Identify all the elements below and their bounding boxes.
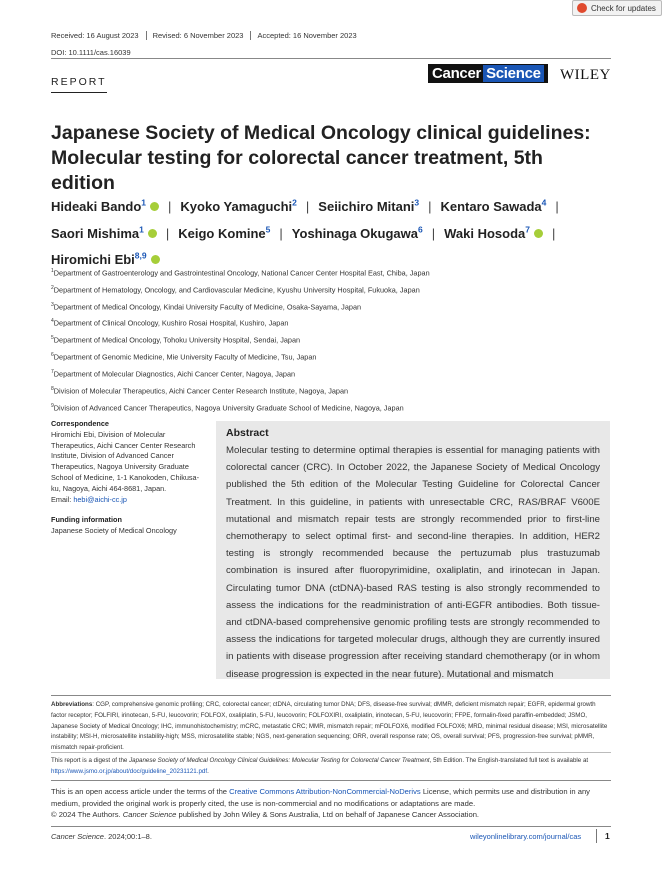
divider xyxy=(51,752,611,753)
abbreviations-text: : CGP, comprehensive genomic profiling; CRC, colorectal cancer; ctDNA, circulating tumor DNA; DFS, disease-free survival; dMMR, deficient mismatch repair; EGFR, epidermal growth factor receptor; FOLFIRI, irinotecan, 5-FU, leucovorin; FOLFOX, oxaliplatin, 5-FU, leucovorin; FOLFOXIRI, oxaliplatin, irinotecan, 5-FU, leucovorin; FFPE, formalin-fixed paraffin-embedded; JSMO, Japanese Society of Medical Oncology; IHC, immunohistochemistry; mCRC, metastatic CRC; MMR, mismatch repair; mFOLFOX6, modified FOLFOX6; MRD, minimal residual disease; MSI, microsatellite instability; MSI-H, microsatellite instability-high; MSS, microsatellite stable; NGS, next-generation sequencing; ORR, overall response rate; OS, overall survival; PFS, progression-free survival; pMMR, mismatch repair-proficient. xyxy=(51,701,608,752)
doi: DOI: 10.1111/cas.16039 xyxy=(51,48,131,57)
author[interactable]: Hideaki Bando$^1$ xyxy=(51,199,159,214)
affiliation: $^8$Division of Molecular Therapeutics, Aichi Cancer Center Research Institute, Nagoya, Japan xyxy=(51,385,349,396)
funding-text: Japanese Society of Medical Oncology xyxy=(51,526,177,536)
affiliation: $^6$Department of Genomic Medicine, Mie University Faculty of Medicine, Tsu, Japan xyxy=(51,352,317,362)
divider xyxy=(51,780,611,781)
author-separator: | xyxy=(279,225,283,241)
abstract-text: Molecular testing to determine optimal therapies is essential for managing patients with colorectal cancer (CRC). In October 2022, the Japanese Society of Medical Oncology published the 5th edition of the Molecular Testing Guideline for Colorectal Cancer Treatment. In this guideline, in patients with unresectable CRC, RAS/BRAF V600E mutational and mismatch repair tests are strongly recommended prior to first-line chemotherapy to select optimal first- and second-line therapies. In addition, HER2 testing is strongly recommended because the pertuzumab plus trastuzumab combination is insured after fluoropyrimidine, oxaliplatin, and irinotecan in Japan. Circulating tumor DNA (ctDNA)-based RAS testing is also strongly recommended to assess the indications for the readministration of anti-EGFR antibodies. Both tissue- and ctDNA-based comprehensive genomic profiling tests are strongly recommended to assess the indications for targeted molecular drugs, although they are currently insured in patients with disease progression after receiving standard chemotherapy (or in whom disease progression is expected in the near future). Mutational and mismatch xyxy=(226,445,600,679)
author[interactable]: Keigo Komine$^5$ xyxy=(178,224,271,241)
author-separator: | xyxy=(431,225,436,241)
email-link[interactable]: hebi@aichi-cc.jp xyxy=(73,494,127,504)
author-list xyxy=(51,192,616,271)
affiliation: $^2$Department of Hematology, Oncology, and Cardiovascular Medicine, Kyushu University Hospital, Fukuoka, Japan xyxy=(51,284,420,295)
email-label: Email: xyxy=(51,494,74,504)
wiley-logo[interactable]: WILEY xyxy=(560,67,611,83)
revised-date: Revised: 6 November 2023 xyxy=(153,31,252,40)
author[interactable]: Saori Mishima$^1$ xyxy=(51,226,157,241)
page-divider xyxy=(596,829,597,843)
author-separator: | xyxy=(428,199,432,215)
author[interactable]: Yoshinaga Okugawa$^6$ xyxy=(291,224,423,241)
correspondence-block xyxy=(51,419,201,537)
author[interactable]: Waki Hosoda$^7$ xyxy=(444,226,543,241)
abbreviations xyxy=(51,700,611,754)
footer-citation: Cancer Science. 2024;00:1–8. xyxy=(51,832,152,841)
affiliation: $^1$Department of Gastroenterology and Gastrointestinal Oncology, National Cancer Center Hospital East, Chiba, Japan xyxy=(51,268,430,278)
orcid-icon[interactable] xyxy=(148,229,157,238)
guideline-url-link[interactable]: https://www.jsmo.or.jp/about/doc/guideline_20231121.pdf xyxy=(51,767,208,775)
affiliation: $^4$Department of Clinical Oncology, Kushiro Rosai Hospital, Kushiro, Japan xyxy=(51,318,289,328)
logo-science-text: Science xyxy=(483,65,544,82)
article-dates xyxy=(51,31,370,40)
footer-divider xyxy=(51,826,611,827)
divider xyxy=(51,695,611,696)
author-separator: | xyxy=(165,225,170,241)
correspondence-heading: Correspondence xyxy=(51,419,109,428)
author[interactable]: Kyoko Yamaguchi$^2$ xyxy=(180,198,297,215)
section-label: REPORT xyxy=(51,76,107,93)
orcid-icon[interactable] xyxy=(151,255,160,264)
accepted-date: Accepted: 16 November 2023 xyxy=(257,31,357,40)
abstract-box xyxy=(216,421,610,679)
orcid-icon[interactable] xyxy=(534,229,543,238)
license-note: This is an open access article under the terms of the Creative Commons Attribution-NonCommercial-NoDerivs License, which permits use and distribution in any medium, provided the original work is properly cited, the use is non-commercial and no modifications or adaptations are made. © 2024 The Authors. Cancer Science published by John Wiley & Sons Australia, Ltd on behalf of Japanese Cancer Association. xyxy=(51,787,590,819)
affiliation: $^3$Department of Medical Oncology, Kindai University Faculty of Medicine, Osaka-Sayama, Japan xyxy=(51,301,362,312)
crossmark-icon xyxy=(577,3,587,13)
author-separator: | xyxy=(555,199,559,215)
author-separator: | xyxy=(552,225,556,241)
abbreviations-label: Abbreviations xyxy=(51,701,93,708)
author-separator: | xyxy=(168,199,172,215)
author-separator: | xyxy=(305,199,310,215)
journal-url-link[interactable]: wileyonlinelibrary.com/journal/cas xyxy=(470,832,582,841)
cc-license-link[interactable]: Creative Commons Attribution-NonCommercial-NoDerivs xyxy=(229,787,421,796)
abstract-heading: Abstract xyxy=(226,427,269,439)
affiliation: $^9$Division of Advanced Cancer Therapeutics, Nagoya University Graduate School of Medicine, Nagoya, Japan xyxy=(51,402,404,413)
article-title: Japanese Society of Medical Oncology clinical guidelines: Molecular testing for colorectal cancer treatment, 5th edition xyxy=(51,122,591,194)
correspondence-address: Hiromichi Ebi, Division of Molecular Therapeutics, Aichi Cancer Center Research Institute, Division of Advanced Cancer Therapeutics, Nagoya University Graduate School of Medicine, 1-1 Kanokoden, Chikusa-ku, Nagoya, Aichi 464-8681, Japan. xyxy=(51,429,200,493)
received-date: Received: 16 August 2023 xyxy=(51,31,147,40)
header-divider xyxy=(51,58,611,59)
orcid-icon[interactable] xyxy=(150,202,159,211)
funding-heading: Funding information xyxy=(51,515,122,525)
affiliations xyxy=(51,264,611,415)
author[interactable]: Seiichiro Mitani$^3$ xyxy=(318,198,420,215)
author[interactable]: Kentaro Sawada$^4$ xyxy=(440,198,547,215)
page-number: 1 xyxy=(605,831,610,841)
check-for-updates-label: Check for updates xyxy=(591,3,656,13)
cancer-science-logo[interactable] xyxy=(428,64,548,83)
digest-note: This report is a digest of the Japanese Society of Medical Oncology Clinical Guidelines: Molecular Testing for Colorectal Cancer Treatment, 5th Edition. The English-translated full text is available at https://www.jsmo.or.jp/about/doc/guideline_20231121.pdf. xyxy=(51,757,589,775)
affiliation: $^7$Department of Molecular Diagnostics, Aichi Cancer Center, Nagoya, Japan xyxy=(51,368,296,379)
affiliation: $^5$Department of Medical Oncology, Tohoku University Hospital, Sendai, Japan xyxy=(51,335,301,345)
logo-cancer-text: Cancer xyxy=(432,65,482,82)
author[interactable]: Hiromichi Ebi$^{8,9}$ xyxy=(51,252,160,267)
check-for-updates-button[interactable] xyxy=(572,0,662,16)
